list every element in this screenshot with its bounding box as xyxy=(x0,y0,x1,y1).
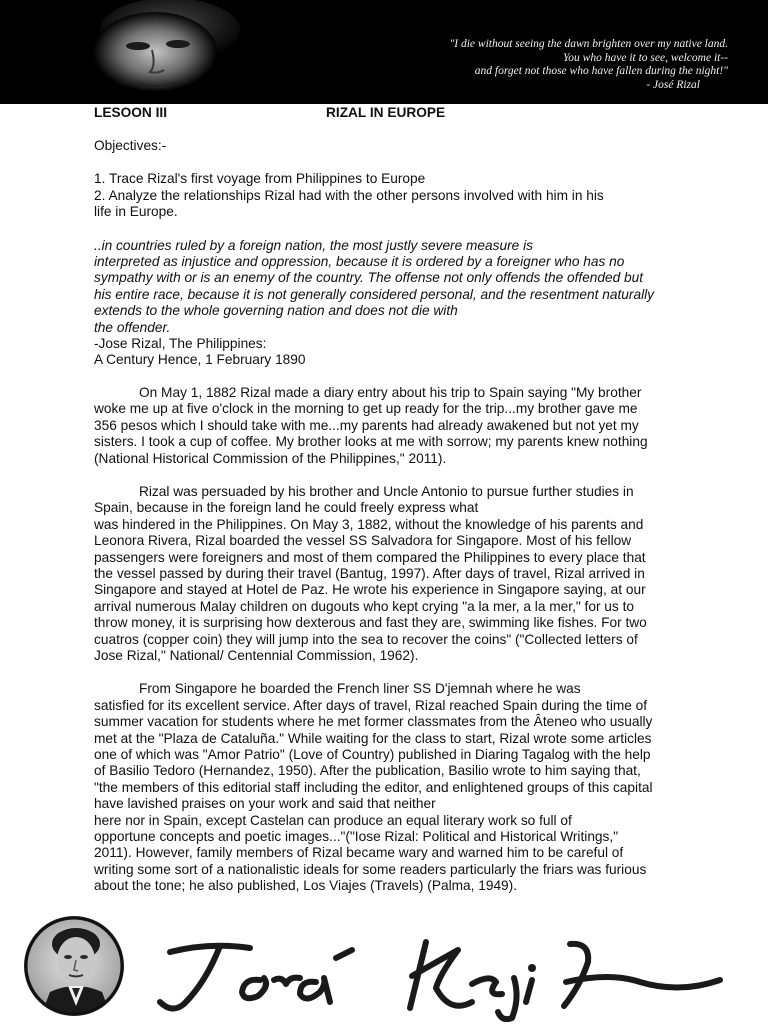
quote-line-3: and forget not those who have fallen during the night!" xyxy=(474,65,728,77)
paragraph-line: writing some sort of a nationalistic ideals for some readers particularly the friars was furious xyxy=(94,861,647,877)
epigraph-source-line-2: A Century Hence, 1 February 1890 xyxy=(94,352,306,368)
paragraph-line: (National Historical Commission of the Philippines," 2011). xyxy=(94,450,447,466)
paragraph-line: Leonora Rivera, Rizal boarded the vessel SS Salvadora for Singapore. Most of his fellow xyxy=(94,533,632,549)
paragraph-1 xyxy=(94,385,684,467)
paragraph-line: arrival numerous Malay children on dugouts who kept crying "a la mer, a la mer," for us to xyxy=(94,598,634,614)
epigraph-line: ..in countries ruled by a foreign nation, the most justly severe measure is xyxy=(94,237,533,253)
quote-attribution: - José Rizal xyxy=(646,78,700,91)
banner-quote xyxy=(288,38,728,92)
paragraph-line: "the members of this editorial staff including the editor, and enlightened groups of this capital xyxy=(94,779,653,795)
paragraph-line: Singapore and stayed at Hotel de Paz. He wrote his experience in Singapore saying, at our xyxy=(94,582,646,598)
epigraph-line: extends to the whole governing nation and does not die with xyxy=(94,303,458,319)
epigraph-source-line-1: -Jose Rizal, The Philippines: xyxy=(94,336,267,352)
lesson-number: LESOON III xyxy=(94,105,168,120)
rizal-portrait-image xyxy=(60,0,250,104)
paragraph-line: On May 1, 1882 Rizal made a diary entry about his trip to Spain saying "My brother xyxy=(139,384,642,400)
paragraph-line: Jose Rizal," National/ Centennial Commission, 1962). xyxy=(94,647,419,663)
epigraph-line: the offender. xyxy=(94,319,171,335)
paragraph-line: about the tone; he also published, Los Viajes (Travels) (Palma, 1949). xyxy=(94,878,518,894)
document-body xyxy=(94,104,684,895)
quote-line-2: You who have it to see, welcome it-- xyxy=(562,51,728,64)
paragraph-line: woke me up at five o'clock in the morning to get up ready for the trip...my brother gave me xyxy=(94,401,638,417)
paragraph-line: sisters. I took a cup of coffee. My brother looks at me with sorrow; my parents knew nothing xyxy=(94,434,648,450)
paragraph-2 xyxy=(94,484,684,664)
rizal-signature xyxy=(140,922,740,1022)
paragraph-line: From Singapore he boarded the French liner SS D'jemnah where he was xyxy=(139,681,581,697)
header-banner xyxy=(0,0,768,104)
paragraph-3 xyxy=(94,681,684,894)
paragraph-line: 356 pesos which I should take with me...my parents had already awakened but not yet my xyxy=(94,417,639,433)
paragraph-line: one of which was "Amor Patrio" (Love of Country) published in Diaring Tagalog with the help xyxy=(94,747,651,762)
paragraph-line: passengers were foreigners and most of them compared the Philippines to every place that xyxy=(94,549,646,565)
objectives-label: Objectives:- xyxy=(94,138,167,153)
paragraph-line: satisfied for its excellent service. After days of travel, Rizal reached Spain during the time of xyxy=(94,697,648,713)
rizal-medallion-portrait xyxy=(22,914,126,1018)
paragraph-line: cuatros (copper coin) they will jump into the sea to recover the coins" ("Collected letters of xyxy=(94,631,638,647)
objective-item-2-line-2: life in Europe. xyxy=(94,204,178,220)
quote-line-1: "I die without seeing the dawn brighten over my native land. xyxy=(449,38,728,50)
paragraph-line: 2011). However, family members of Rizal became wary and warned him to be careful of xyxy=(94,845,624,861)
epigraph-line: his entire race, because it is not generally considered personal, and the resentment naturally xyxy=(94,286,654,302)
paragraph-line: have lavished praises on your work and said that neither xyxy=(94,796,436,812)
objective-item-2-line-1: 2. Analyze the relationships Rizal had with the other persons involved with him in his xyxy=(94,187,604,203)
paragraph-line: throw money, it is surprising how dexterous and fast they are, swimming like fishes. For two xyxy=(94,615,647,631)
paragraph-line: opportune concepts and poetic images..."("Iose Rizal: Political and Historical Writings," xyxy=(94,829,619,845)
paragraph-line: of Basilio Tedoro (Hernandez, 1950). After the publication, Basilio wrote to him saying that, xyxy=(94,763,641,779)
paragraph-line: summer vacation for students where he met former classmates from the Âteneo who usually xyxy=(94,714,653,730)
paragraph-line: was hindered in the Philippines. On May 3, 1882, without the knowledge of his parents and xyxy=(94,516,644,532)
paragraph-line: the vessel passed by during their travel (Bantug, 1997). After days of travel, Rizal arrived in xyxy=(94,565,645,581)
epigraph-quote xyxy=(94,238,684,336)
paragraph-line: Spain, because in the foreign land he could freely express what xyxy=(94,500,479,516)
epigraph-line: interpreted as injustice and oppression, because it is ordered by a foreigner who has no xyxy=(94,254,625,270)
paragraph-line: Rizal was persuaded by his brother and Uncle Antonio to pursue further studies in xyxy=(139,483,634,499)
paragraph-line: met at the "Plaza de Cataluña." While waiting for the class to start, Rizal wrote some articles xyxy=(94,730,652,746)
epigraph-line: sympathy with or is an enemy of the country. The offense not only offends the offended but xyxy=(94,270,644,286)
lesson-heading xyxy=(94,105,684,121)
lesson-title: RIZAL IN EUROPE xyxy=(326,105,446,120)
paragraph-line: here nor in Spain, except Castelan can produce an equal literary work so full of xyxy=(94,812,572,828)
objective-item-1: 1. Trace Rizal's first voyage from Philippines to Europe xyxy=(94,171,426,187)
